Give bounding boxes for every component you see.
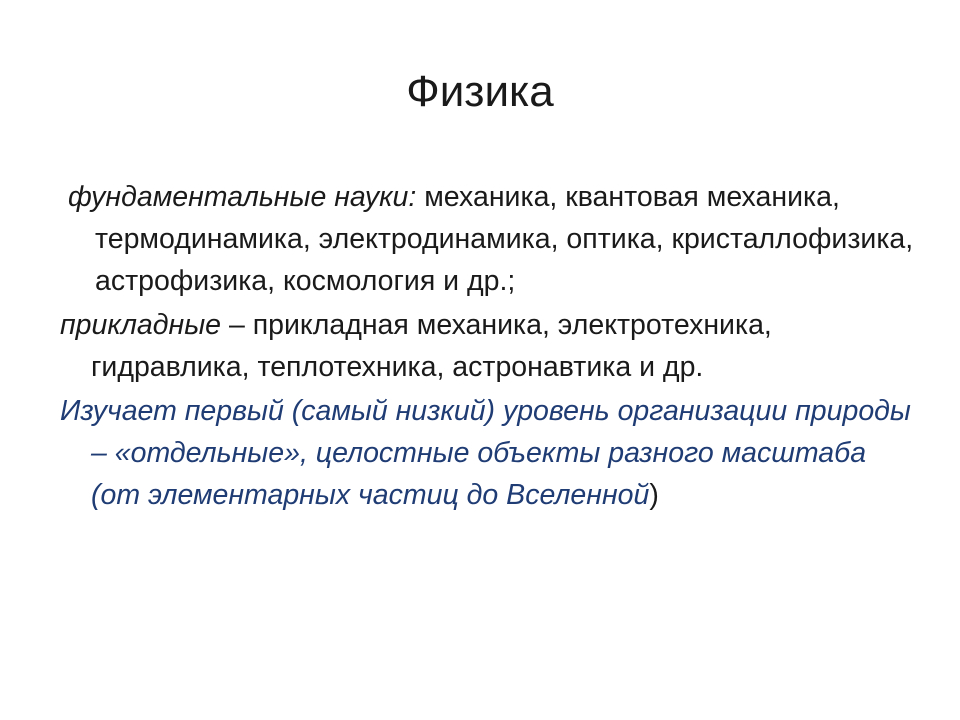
- slide-body: [60, 176, 920, 516]
- term-applied: прикладные: [60, 309, 222, 341]
- closing-parenthesis: ): [649, 479, 659, 511]
- paragraph-study-level: [60, 390, 920, 516]
- slide-title: Физика: [406, 67, 554, 116]
- fundamental-text: механика, квантовая механика, термодинамика, электродинамика, оптика, кристаллофизика, астрофизика, космология и др.;: [95, 181, 914, 297]
- paragraph-fundamental-sciences: [64, 176, 920, 302]
- term-fundamental: фундаментальные науки:: [68, 181, 417, 213]
- paragraph-applied-sciences: [60, 304, 920, 388]
- study-level-text: Изучает первый (самый низкий) уровень организации природы – «отдельные», целостные объекты разного масштаба (от элементарных частиц до Вселенной: [60, 395, 911, 511]
- applied-text: – прикладная механика, электротехника, гидравлика, теплотехника, астронавтика и др.: [91, 309, 772, 383]
